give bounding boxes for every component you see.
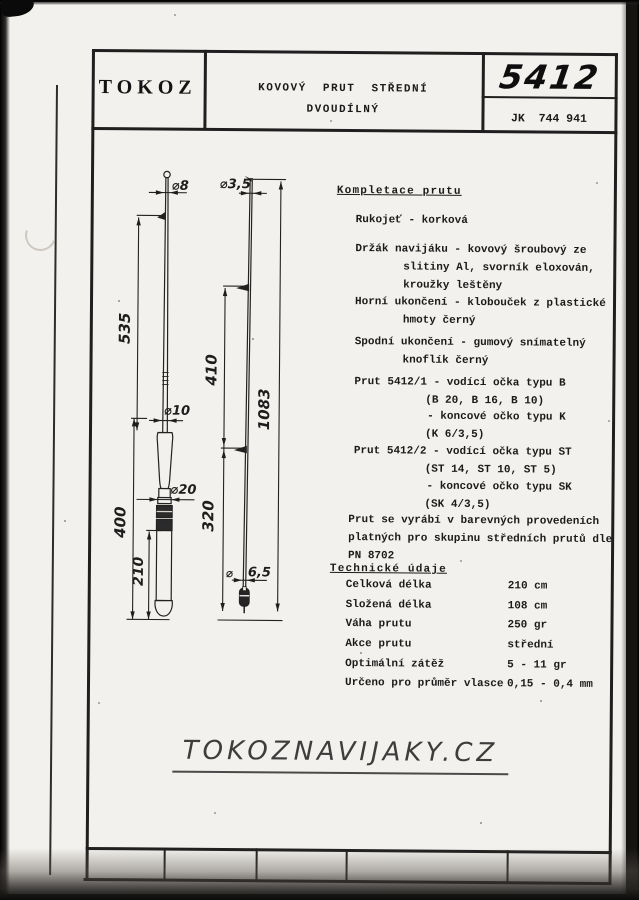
rod-tip-ball — [164, 171, 170, 177]
spec-line: Prut se vyrábí v barevných provedeních — [348, 514, 600, 528]
dim-dia-20: ⌀20 — [170, 482, 197, 498]
dim-1083: 1083 — [255, 388, 274, 431]
spec-line: - koncové očko typu K — [427, 410, 566, 424]
upper-cork-grip — [157, 433, 173, 489]
table-label: Optimální zátěž — [345, 657, 445, 671]
table-label: Váha prutu — [345, 618, 412, 631]
spec-item-prut2 — [335, 442, 625, 480]
company-logo-text: TOKOZ — [98, 76, 197, 99]
spec-line: (ST 14, ST 10, ST 5) — [424, 463, 557, 477]
dim-410: 410 — [202, 354, 221, 386]
spec-line: platných pro skupinu středních prutů dle — [348, 532, 613, 547]
table-value: 0,15 - 0,4 mm — [506, 678, 593, 692]
dim-535: 535 — [115, 312, 134, 344]
reel-seat-band-2 — [156, 520, 172, 531]
guide-ring-lower-icon — [234, 446, 247, 454]
model-number: 5412 — [496, 57, 603, 97]
spec-item-horni — [336, 293, 626, 331]
rod-technical-drawing — [105, 160, 329, 682]
spec-line: Prut 5412/1 - vodící očka typu B — [354, 376, 566, 390]
spec-item-barevna-provedeni — [334, 511, 624, 567]
table-label: Složená délka — [345, 598, 432, 612]
dim-210: 210 — [130, 556, 148, 587]
dim-dia-10: ⌀10 — [164, 403, 191, 419]
scan-shadow-bottom — [0, 848, 639, 900]
spec-line: knoflík černý — [402, 354, 489, 368]
scan-shadow-right — [621, 0, 639, 900]
table-value: 210 cm — [507, 580, 548, 593]
dim-320: 320 — [199, 500, 218, 532]
table-label: Určeno pro průměr vlasce — [344, 677, 504, 691]
table-row — [334, 579, 624, 601]
dim-dia-8: ⌀8 — [171, 178, 189, 194]
table-row — [333, 638, 623, 660]
product-title-line2: DVOUDÍLNÝ — [306, 103, 380, 117]
spec-line: (SK 4/3,5) — [424, 498, 491, 512]
spec-item-spodni — [335, 333, 625, 371]
spec-line: PN 8702 — [347, 550, 395, 563]
spec-item-rukojet — [337, 211, 627, 231]
table-value: 250 gr — [507, 619, 548, 632]
reel-seat-collar — [159, 489, 170, 498]
table-label: Akce prutu — [345, 638, 412, 651]
dim-dia-symbol: ⌀ — [225, 566, 234, 581]
dim-6-5: 6,5 — [247, 565, 271, 581]
spec-line: slitiny Al, svorník eloxován, — [403, 261, 595, 275]
dim-dia-3-5: ⌀3,5 — [219, 177, 251, 193]
spec-line: (B 20, B 16, B 10) — [425, 394, 545, 408]
spec-line: (K 6/3,5) — [424, 428, 485, 442]
spec-line: Prut 5412/2 - vodící očka typu ST — [353, 445, 572, 459]
catalog-code: JK 744 941 — [510, 112, 587, 126]
spec-line: hmoty černý — [402, 314, 476, 328]
tip-section-shaft — [243, 179, 252, 589]
spec-item-koncove-k — [335, 407, 625, 445]
lower-cork-grip — [156, 531, 172, 601]
spec-line: Horní ukončení - klobouček z plastické — [354, 296, 606, 311]
spec-line: Držák navijáku - kovový šroubový ze — [355, 243, 587, 257]
scan-shadow-top — [0, 0, 639, 5]
spec-line: Spodní ukončení - gumový snímatelný — [354, 336, 586, 350]
frame-left-border — [85, 49, 94, 880]
product-title-line1: KOVOVÝ PRUT STŘEDNÍ — [258, 82, 429, 96]
table-value: střední — [507, 639, 554, 652]
spec-item-koncove-sk — [334, 477, 624, 515]
table-row — [334, 599, 624, 621]
table-row — [333, 658, 623, 680]
spec-line: kroužky leštěny — [403, 279, 503, 293]
tech-data-table — [333, 579, 624, 699]
watermark-text: TOKOZNAVIJAKY.CZ — [172, 736, 508, 776]
spec-line: - koncové očko typu SK — [426, 480, 572, 494]
table-value: 108 cm — [507, 599, 548, 613]
section-heading-kompletace: Kompletace prutu — [336, 184, 462, 198]
table-row — [333, 618, 623, 640]
dim-400: 400 — [111, 506, 130, 538]
spec-line: Rukojeť - korková — [355, 214, 468, 227]
scan-shadow-left — [0, 0, 10, 900]
reel-seat-ring — [158, 498, 171, 504]
table-value: 5 - 11 gr — [507, 659, 567, 672]
spec-item-prut1 — [335, 373, 625, 411]
table-row — [333, 677, 623, 699]
guide-ring-upper-icon — [236, 284, 249, 292]
butt-cap — [155, 601, 172, 617]
spec-item-drzak — [336, 240, 626, 296]
section-heading-technicke: Technické údaje — [329, 562, 447, 576]
table-label: Celková délka — [345, 579, 432, 592]
